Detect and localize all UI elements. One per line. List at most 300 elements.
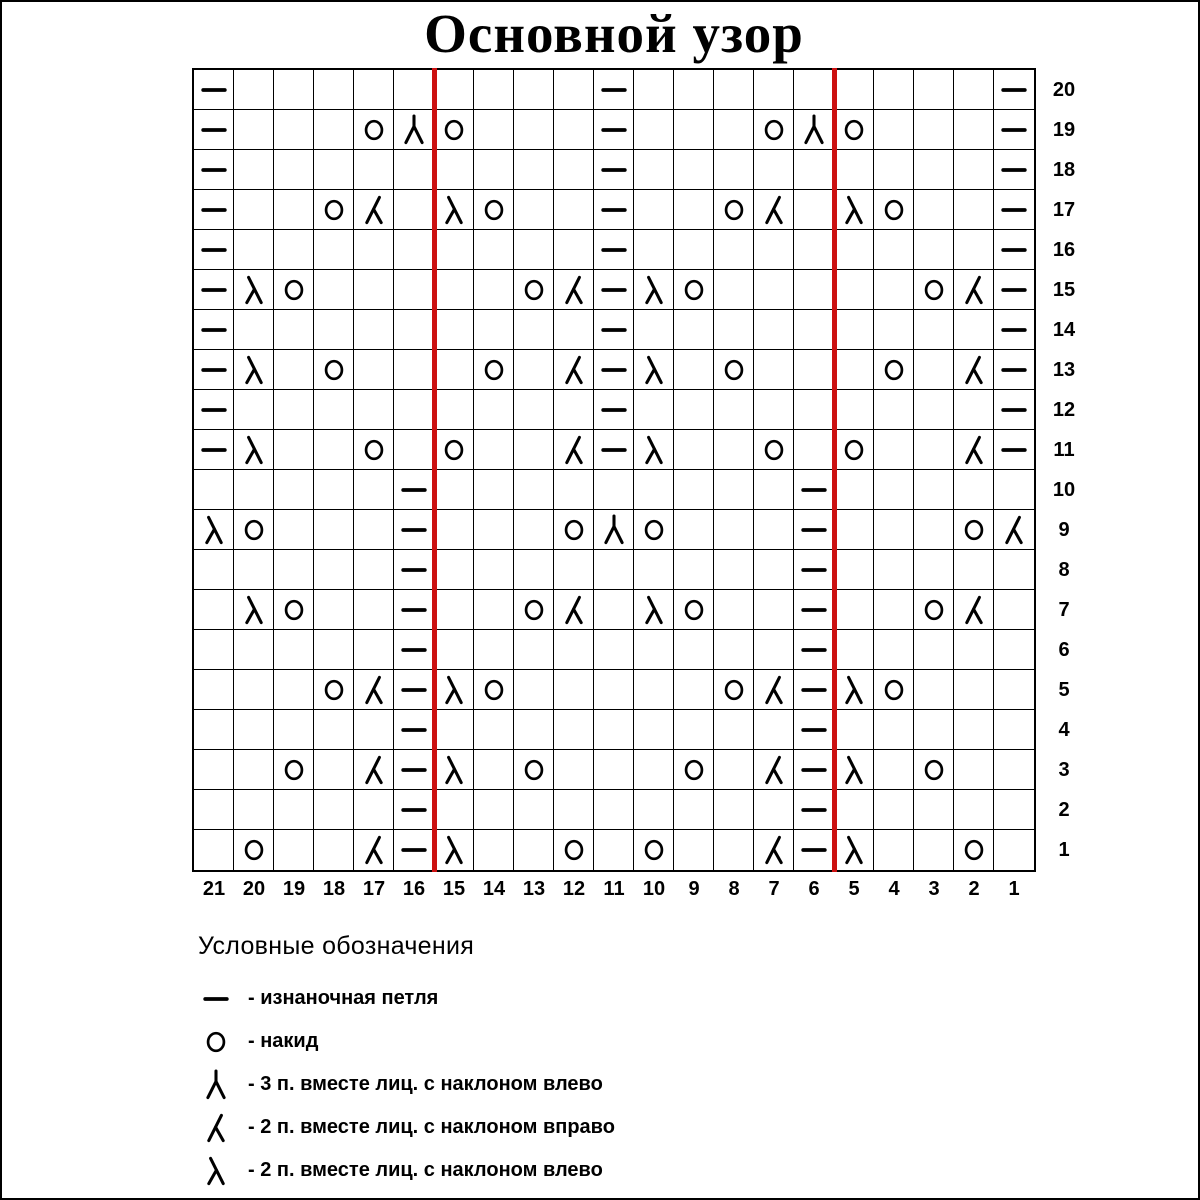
column-number-label: 10 — [642, 878, 666, 900]
chart-cell — [354, 270, 394, 310]
yarn-over-icon — [876, 352, 912, 388]
chart-cell — [394, 750, 434, 790]
column-number-label: 15 — [442, 878, 466, 900]
knit-2-together-right-icon — [956, 432, 992, 468]
chart-cell — [274, 590, 314, 630]
legend-symbol — [198, 1153, 240, 1189]
legend-item-label: - 3 п. вместе лиц. с наклоном влево — [248, 1073, 603, 1095]
chart-cell — [554, 270, 594, 310]
chart-cell — [514, 790, 554, 830]
chart-cell — [554, 390, 594, 430]
chart-cell — [394, 150, 434, 190]
chart-cell — [274, 390, 314, 430]
chart-cell — [434, 430, 474, 470]
chart-cell — [754, 190, 794, 230]
chart-cell — [514, 430, 554, 470]
chart-cell — [914, 150, 954, 190]
chart-cell — [474, 70, 514, 110]
yarn-over-icon — [636, 512, 672, 548]
chart-cell — [954, 830, 994, 870]
yarn-over-icon — [476, 192, 512, 228]
chart-cell — [234, 110, 274, 150]
purl-stitch-icon — [596, 352, 632, 388]
chart-cell — [314, 350, 354, 390]
chart-cell — [674, 510, 714, 550]
chart-cell — [714, 310, 754, 350]
column-number-label: 9 — [688, 878, 700, 900]
chart-cell — [554, 830, 594, 870]
chart-cell — [514, 510, 554, 550]
chart-cell — [834, 190, 874, 230]
chart-grid-frame — [192, 68, 1036, 872]
chart-cell — [874, 70, 914, 110]
knit-2-together-right-icon — [356, 752, 392, 788]
yarn-over-icon — [476, 352, 512, 388]
knit-3-together-left-icon — [396, 112, 432, 148]
chart-cell — [994, 750, 1034, 790]
chart-cell — [834, 150, 874, 190]
purl-stitch-icon — [196, 272, 232, 308]
yarn-over-icon — [676, 592, 712, 628]
chart-cell — [994, 270, 1034, 310]
column-number-label: 17 — [362, 878, 386, 900]
legend — [198, 932, 615, 1192]
chart-cell — [274, 630, 314, 670]
chart-cell — [594, 350, 634, 390]
chart-cell — [434, 310, 474, 350]
chart-cell — [274, 510, 314, 550]
row-number-label: 12 — [1052, 399, 1076, 421]
chart-cell — [754, 510, 794, 550]
chart-cell — [274, 430, 314, 470]
chart-cell — [914, 350, 954, 390]
chart-cell — [314, 510, 354, 550]
chart-cell — [634, 70, 674, 110]
chart-cell — [594, 550, 634, 590]
chart-cell — [914, 310, 954, 350]
row-number-label: 4 — [1058, 719, 1070, 741]
chart-cell — [874, 750, 914, 790]
chart-cell — [634, 510, 674, 550]
chart-cell — [674, 270, 714, 310]
chart-cell — [994, 670, 1034, 710]
chart-cell — [714, 590, 754, 630]
chart-cell — [594, 270, 634, 310]
purl-stitch-icon — [796, 752, 832, 788]
chart-cell — [554, 190, 594, 230]
yarn-over-icon — [836, 432, 872, 468]
chart-cell — [474, 310, 514, 350]
row-number-label: 3 — [1058, 759, 1070, 781]
purl-stitch-icon — [596, 392, 632, 428]
chart-cell — [754, 270, 794, 310]
chart-cell — [594, 70, 634, 110]
chart-cell — [354, 790, 394, 830]
chart-cell — [914, 670, 954, 710]
purl-stitch-icon — [596, 152, 632, 188]
chart-cell — [594, 390, 634, 430]
chart-cell — [354, 590, 394, 630]
chart-cell — [834, 70, 874, 110]
chart-cell — [354, 310, 394, 350]
purl-stitch-icon — [596, 272, 632, 308]
column-number-label: 1 — [1008, 878, 1020, 900]
chart-cell — [234, 470, 274, 510]
knit-2-together-left-icon — [236, 592, 272, 628]
chart-cell — [474, 830, 514, 870]
chart-cell — [554, 550, 594, 590]
chart-cell — [994, 390, 1034, 430]
legend-symbol — [198, 981, 240, 1017]
chart-cell — [634, 390, 674, 430]
knit-2-together-left-icon — [436, 672, 472, 708]
chart-cell — [714, 350, 754, 390]
chart-cell — [594, 590, 634, 630]
purl-stitch-icon — [796, 472, 832, 508]
yarn-over-icon — [236, 512, 272, 548]
chart-cell — [914, 430, 954, 470]
chart-cell — [434, 790, 474, 830]
chart-cell — [314, 830, 354, 870]
chart-cell — [394, 510, 434, 550]
yarn-over-icon — [916, 272, 952, 308]
chart-cell — [754, 470, 794, 510]
yarn-over-icon — [716, 672, 752, 708]
chart-cell — [634, 190, 674, 230]
chart-cell — [314, 110, 354, 150]
chart-cell — [674, 150, 714, 190]
knit-2-together-left-icon — [836, 672, 872, 708]
purl-stitch-icon — [796, 792, 832, 828]
knit-2-together-right-icon — [756, 192, 792, 228]
chart-cell — [554, 790, 594, 830]
chart-cell — [954, 350, 994, 390]
chart-cell — [874, 310, 914, 350]
chart-cell — [354, 630, 394, 670]
chart-cell — [354, 670, 394, 710]
purl-stitch-icon — [196, 392, 232, 428]
legend-item — [198, 1063, 615, 1106]
column-number-label: 19 — [282, 878, 306, 900]
purl-stitch-icon — [996, 152, 1032, 188]
chart-cell — [714, 110, 754, 150]
chart-cell — [434, 350, 474, 390]
knit-2-together-left-icon — [836, 752, 872, 788]
purl-stitch-icon — [196, 432, 232, 468]
column-number-label: 20 — [242, 878, 266, 900]
chart-cell — [794, 430, 834, 470]
chart-cell — [634, 710, 674, 750]
chart-cell — [554, 430, 594, 470]
chart-cell — [794, 710, 834, 750]
pattern-repeat-line — [432, 68, 437, 872]
row-number-label: 11 — [1053, 439, 1075, 461]
chart-cell — [274, 110, 314, 150]
column-number-label: 14 — [482, 878, 506, 900]
chart-cell — [314, 150, 354, 190]
purl-stitch-icon — [396, 592, 432, 628]
chart-cell — [394, 70, 434, 110]
column-number-label: 12 — [562, 878, 586, 900]
chart-cell — [954, 750, 994, 790]
purl-stitch-icon — [996, 232, 1032, 268]
yarn-over-icon — [956, 512, 992, 548]
page-title: Основной узор — [424, 3, 804, 64]
chart-cell — [954, 790, 994, 830]
chart-cell — [474, 430, 514, 470]
chart-cell — [874, 350, 914, 390]
chart-cell — [954, 510, 994, 550]
row-number-label: 19 — [1052, 119, 1076, 141]
chart-cell — [514, 110, 554, 150]
chart-cell — [234, 750, 274, 790]
chart-cell — [754, 790, 794, 830]
chart-cell — [914, 590, 954, 630]
chart-cell — [274, 750, 314, 790]
chart-cell — [194, 270, 234, 310]
legend-item-label: - 2 п. вместе лиц. с наклоном вправо — [248, 1116, 615, 1138]
yarn-over-icon — [356, 112, 392, 148]
row-number-label: 5 — [1058, 679, 1070, 701]
legend-item — [198, 1106, 615, 1149]
chart-cell — [994, 430, 1034, 470]
chart-cell — [514, 670, 554, 710]
chart-cell — [554, 70, 594, 110]
chart-cell — [754, 630, 794, 670]
chart-cell — [354, 550, 394, 590]
chart-cell — [434, 470, 474, 510]
chart-cell — [474, 470, 514, 510]
chart-cell — [394, 190, 434, 230]
chart-cell — [714, 550, 754, 590]
chart-cell — [274, 150, 314, 190]
chart-cell — [474, 110, 514, 150]
chart-cell — [314, 670, 354, 710]
chart-cell — [554, 470, 594, 510]
column-number-label: 7 — [768, 878, 780, 900]
chart-cell — [474, 550, 514, 590]
chart-cell — [274, 350, 314, 390]
chart-cell — [594, 510, 634, 550]
yarn-over-icon — [316, 672, 352, 708]
chart-cell — [354, 150, 394, 190]
chart-cell — [834, 350, 874, 390]
chart-cell — [594, 230, 634, 270]
chart-cell — [594, 630, 634, 670]
row-number-label: 8 — [1058, 559, 1070, 581]
chart-cell — [834, 550, 874, 590]
chart-cell — [554, 150, 594, 190]
purl-stitch-icon — [396, 632, 432, 668]
chart-cell — [994, 590, 1034, 630]
yarn-over-icon — [556, 832, 592, 868]
chart-cell — [794, 470, 834, 510]
chart-cell — [954, 150, 994, 190]
chart-cell — [594, 750, 634, 790]
row-number-label: 9 — [1058, 519, 1070, 541]
yarn-over-icon — [236, 832, 272, 868]
chart-cell — [834, 110, 874, 150]
row-number-label: 13 — [1052, 359, 1076, 381]
chart-cell — [994, 830, 1034, 870]
purl-stitch-icon — [596, 192, 632, 228]
chart-cell — [514, 630, 554, 670]
chart-cell — [514, 150, 554, 190]
chart-cell — [474, 190, 514, 230]
chart-cell — [874, 790, 914, 830]
chart-cell — [754, 350, 794, 390]
chart-cell — [754, 830, 794, 870]
chart-cell — [994, 630, 1034, 670]
chart-cell — [714, 190, 754, 230]
knit-2-together-right-icon — [198, 1110, 234, 1146]
chart-cell — [314, 630, 354, 670]
chart-cell — [674, 350, 714, 390]
chart-cell — [834, 470, 874, 510]
legend-symbol — [198, 1024, 240, 1060]
purl-stitch-icon — [596, 112, 632, 148]
chart-cell — [754, 670, 794, 710]
yarn-over-icon — [356, 432, 392, 468]
chart-cell — [954, 430, 994, 470]
chart-cell — [634, 630, 674, 670]
chart-cell — [994, 510, 1034, 550]
row-number-label: 2 — [1058, 799, 1070, 821]
chart-cell — [754, 430, 794, 470]
yarn-over-icon — [556, 512, 592, 548]
chart-cell — [434, 710, 474, 750]
chart-cell — [354, 350, 394, 390]
chart-cell — [874, 270, 914, 310]
chart-cell — [874, 670, 914, 710]
chart-cell — [314, 590, 354, 630]
chart-cell — [514, 830, 554, 870]
chart-cell — [594, 110, 634, 150]
chart-cell — [354, 750, 394, 790]
purl-stitch-icon — [196, 232, 232, 268]
chart-cell — [914, 230, 954, 270]
chart-cell — [954, 630, 994, 670]
chart-cell — [834, 670, 874, 710]
chart-cell — [234, 270, 274, 310]
column-number-label: 16 — [402, 878, 426, 900]
purl-stitch-icon — [596, 72, 632, 108]
chart-cell — [754, 590, 794, 630]
chart-cell — [194, 750, 234, 790]
yarn-over-icon — [316, 192, 352, 228]
chart-cell — [914, 190, 954, 230]
legend-header: Условные обозначения — [198, 932, 475, 960]
chart-cell — [834, 830, 874, 870]
chart-cell — [914, 470, 954, 510]
chart-cell — [434, 190, 474, 230]
pattern-repeat-line — [832, 68, 837, 872]
chart-cell — [274, 70, 314, 110]
purl-stitch-icon — [796, 832, 832, 868]
yarn-over-icon — [476, 672, 512, 708]
chart-cell — [514, 750, 554, 790]
chart-cell — [674, 430, 714, 470]
knit-2-together-left-icon — [636, 592, 672, 628]
chart-cell — [554, 510, 594, 550]
yarn-over-icon — [676, 752, 712, 788]
chart-cell — [194, 550, 234, 590]
yarn-over-icon — [276, 752, 312, 788]
column-number-label: 11 — [603, 878, 625, 900]
purl-stitch-icon — [996, 312, 1032, 348]
row-number-label: 6 — [1058, 639, 1070, 661]
chart-cell — [354, 390, 394, 430]
chart-cell — [234, 550, 274, 590]
chart-cell — [434, 390, 474, 430]
chart-cell — [394, 710, 434, 750]
chart-cell — [634, 470, 674, 510]
chart-cell — [474, 150, 514, 190]
chart-cell — [194, 110, 234, 150]
chart-cell — [394, 230, 434, 270]
chart-cell — [674, 230, 714, 270]
chart-cell — [594, 670, 634, 710]
chart-cell — [954, 710, 994, 750]
chart-cell — [754, 110, 794, 150]
chart-cell — [194, 670, 234, 710]
knit-2-together-right-icon — [356, 672, 392, 708]
knit-2-together-left-icon — [836, 832, 872, 868]
knit-2-together-left-icon — [436, 192, 472, 228]
column-number-label: 18 — [322, 878, 346, 900]
yarn-over-icon — [436, 432, 472, 468]
knit-2-together-right-icon — [356, 832, 392, 868]
chart-cell — [234, 70, 274, 110]
chart-cell — [314, 750, 354, 790]
chart-cell — [474, 750, 514, 790]
chart-cell — [554, 670, 594, 710]
chart-cell — [674, 70, 714, 110]
chart-cell — [634, 310, 674, 350]
chart-cell — [474, 270, 514, 310]
chart-cell — [794, 350, 834, 390]
chart-cell — [794, 70, 834, 110]
chart-cell — [954, 390, 994, 430]
knit-3-together-left-icon — [796, 112, 832, 148]
yarn-over-icon — [716, 352, 752, 388]
chart-cell — [794, 750, 834, 790]
column-number-label: 13 — [522, 878, 546, 900]
chart-cell — [674, 750, 714, 790]
chart-cell — [274, 550, 314, 590]
column-number-label: 4 — [888, 878, 900, 900]
chart-cell — [634, 750, 674, 790]
chart-cell — [434, 550, 474, 590]
chart-cell — [754, 150, 794, 190]
chart-cell — [514, 310, 554, 350]
chart-cell — [234, 190, 274, 230]
chart-cell — [594, 310, 634, 350]
chart-cell — [314, 70, 354, 110]
chart-cell — [234, 150, 274, 190]
chart-cell — [434, 150, 474, 190]
chart-cell — [514, 550, 554, 590]
chart-cell — [674, 470, 714, 510]
chart-cell — [314, 190, 354, 230]
chart-grid — [194, 70, 1034, 870]
chart-cell — [914, 270, 954, 310]
purl-stitch-icon — [796, 712, 832, 748]
chart-cell — [794, 590, 834, 630]
legend-item — [198, 977, 615, 1020]
chart-cell — [794, 550, 834, 590]
chart-cell — [994, 550, 1034, 590]
